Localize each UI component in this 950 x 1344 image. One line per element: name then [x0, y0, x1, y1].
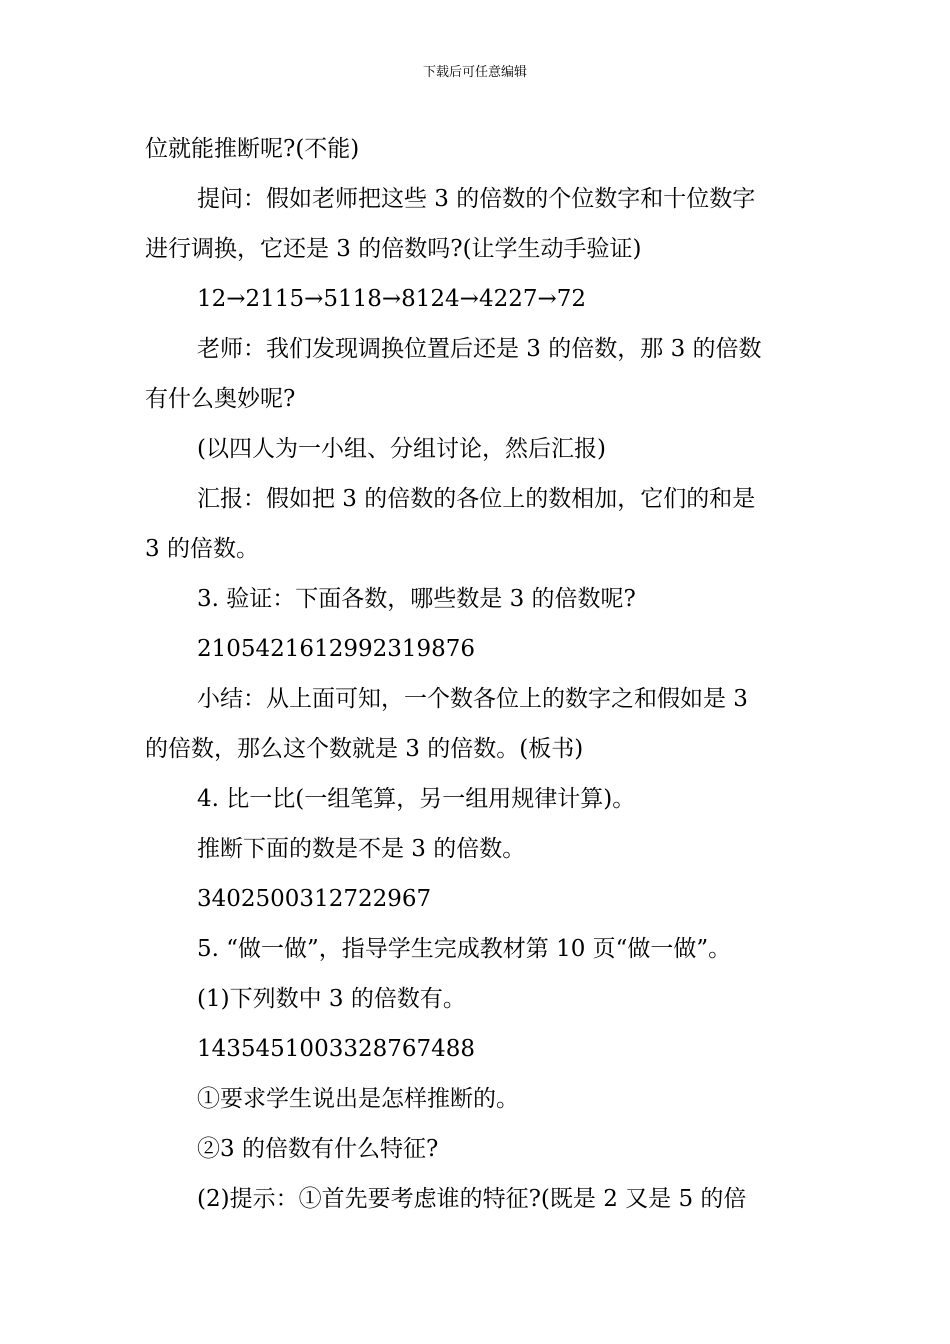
paragraph-line: ②3 的倍数有什么特征? — [197, 1136, 439, 1162]
paragraph-line: 进行调换，它还是 3 的倍数吗?(让学生动手验证) — [145, 236, 642, 262]
paragraph-line: 3. 验证：下面各数，哪些数是 3 的倍数呢? — [197, 586, 636, 612]
paragraph-line: (以四人为一小组、分组讨论，然后汇报) — [197, 436, 606, 462]
paragraph-line: 4. 比一比(一组笔算，另一组用规律计算)。 — [197, 786, 636, 812]
paragraph-line: 提问：假如老师把这些 3 的倍数的个位数字和十位数字 — [197, 186, 756, 212]
paragraph-line: 汇报：假如把 3 的倍数的各位上的数相加，它们的和是 — [197, 486, 756, 512]
paragraph-line: 3402500312722967 — [197, 886, 432, 912]
paragraph-line: 小结：从上面可知，一个数各位上的数字之和假如是 3 — [197, 686, 748, 712]
paragraph-line: 1435451003328767488 — [197, 1036, 476, 1062]
paragraph-line: 推断下面的数是不是 3 的倍数。 — [197, 836, 526, 862]
paragraph-line: 有什么奥妙呢? — [145, 386, 296, 412]
paragraph-line: 的倍数，那么这个数就是 3 的倍数。(板书) — [145, 736, 584, 762]
paragraph-line: 位就能推断呢?(不能) — [145, 136, 360, 162]
document-body — [145, 124, 810, 1224]
paragraph-line: 5. “做一做”，指导学生完成教材第 10 页“做一做”。 — [197, 936, 732, 962]
paragraph-line: 3 的倍数。 — [145, 536, 259, 562]
paragraph-line: (1)下列数中 3 的倍数有。 — [197, 986, 466, 1012]
page-header: 下载后可任意编辑 — [422, 65, 527, 80]
paragraph-line: 12→2115→5118→8124→4227→72 — [197, 286, 587, 312]
paragraph-line: 老师：我们发现调换位置后还是 3 的倍数，那 3 的倍数 — [197, 336, 762, 362]
paragraph-line: (2)提示：①首先要考虑谁的特征?(既是 2 又是 5 的倍 — [197, 1186, 747, 1212]
paragraph-line: 2105421612992319876 — [197, 636, 476, 662]
paragraph-line: ①要求学生说出是怎样推断的。 — [197, 1086, 519, 1112]
